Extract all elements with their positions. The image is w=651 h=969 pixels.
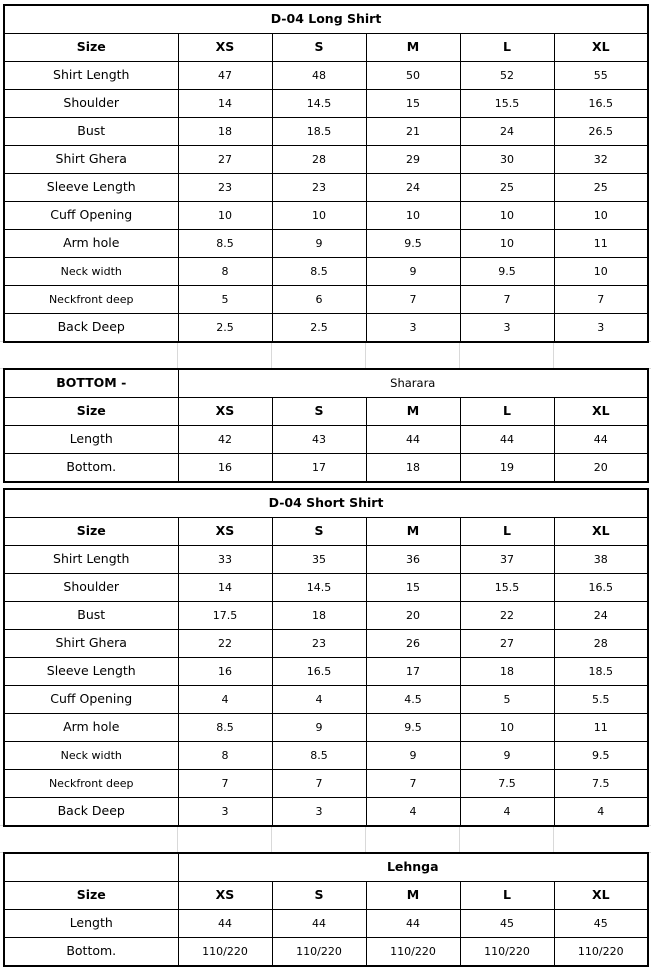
table-row [4, 202, 648, 230]
row-label: Bottom. [4, 454, 178, 483]
cell-value: 10 [554, 202, 648, 230]
cell-value: 9.5 [366, 714, 460, 742]
cell-value: 8.5 [272, 742, 366, 770]
cell-value: 37 [460, 546, 554, 574]
cell-value: 110/220 [366, 938, 460, 967]
cell-value: 4 [554, 798, 648, 827]
size-column-header: XL [554, 518, 648, 546]
row-label: Cuff Opening [4, 202, 178, 230]
table-row [4, 910, 648, 938]
size-header: Size [4, 398, 178, 426]
cell-value: 8.5 [272, 258, 366, 286]
cell-value: 10 [460, 202, 554, 230]
size-column-header: M [366, 882, 460, 910]
table-row [4, 658, 648, 686]
cell-value: 18.5 [554, 658, 648, 686]
cell-value: 110/220 [460, 938, 554, 967]
cell-value: 28 [272, 146, 366, 174]
table-row [4, 714, 648, 742]
size-column-header: XS [178, 398, 272, 426]
cell-value: 15 [366, 574, 460, 602]
row-label: Cuff Opening [4, 686, 178, 714]
size-column-header: S [272, 882, 366, 910]
table-row [4, 258, 648, 286]
row-label: Sleeve Length [4, 658, 178, 686]
row-label: Bust [4, 602, 178, 630]
cell-value: 36 [366, 546, 460, 574]
table-row [4, 426, 648, 454]
cell-value: 7.5 [460, 770, 554, 798]
cell-value: 17 [272, 454, 366, 483]
cell-value: 5.5 [554, 686, 648, 714]
cell-value: 20 [366, 602, 460, 630]
cell-value: 44 [272, 910, 366, 938]
row-label: Neck width [4, 742, 178, 770]
cell-value: 10 [460, 714, 554, 742]
cell-value: 9 [272, 714, 366, 742]
cell-value: 47 [178, 62, 272, 90]
size-column-header: L [460, 398, 554, 426]
cell-value: 17.5 [178, 602, 272, 630]
cell-value: 110/220 [272, 938, 366, 967]
row-label: Length [4, 910, 178, 938]
cell-value: 16.5 [554, 574, 648, 602]
row-label: Bust [4, 118, 178, 146]
table-row [4, 602, 648, 630]
cell-value: 110/220 [554, 938, 648, 967]
cell-value: 10 [178, 202, 272, 230]
cell-value: 27 [178, 146, 272, 174]
cell-value: 23 [272, 174, 366, 202]
table-row [4, 546, 648, 574]
cell-value: 9 [272, 230, 366, 258]
cell-value: 14.5 [272, 574, 366, 602]
cell-value: 18 [460, 658, 554, 686]
table-row [4, 90, 648, 118]
cell-value: 44 [366, 910, 460, 938]
cell-value: 14.5 [272, 90, 366, 118]
size-column-header: L [460, 882, 554, 910]
cell-value: 8 [178, 742, 272, 770]
cell-value: 16 [178, 658, 272, 686]
spacer-row [0, 825, 651, 853]
cell-value: 7 [366, 770, 460, 798]
cell-value: 18.5 [272, 118, 366, 146]
bottom-table [3, 368, 649, 483]
cell-value: 14 [178, 90, 272, 118]
cell-value: 48 [272, 62, 366, 90]
size-column-header: S [272, 34, 366, 62]
cell-value: 9 [366, 258, 460, 286]
cell-value: 8.5 [178, 714, 272, 742]
cell-value: 4 [460, 798, 554, 827]
size-column-header: S [272, 398, 366, 426]
size-column-header: XS [178, 882, 272, 910]
cell-value: 2.5 [178, 314, 272, 343]
cell-value: 52 [460, 62, 554, 90]
cell-value: 25 [554, 174, 648, 202]
row-label: Shirt Length [4, 546, 178, 574]
row-label: Back Deep [4, 798, 178, 827]
cell-value: 55 [554, 62, 648, 90]
size-column-header: XL [554, 398, 648, 426]
cell-value: 26.5 [554, 118, 648, 146]
row-label: Shirt Length [4, 62, 178, 90]
cell-value: 50 [366, 62, 460, 90]
cell-value: 17 [366, 658, 460, 686]
row-label: Shoulder [4, 90, 178, 118]
table-title: BOTTOM - [4, 369, 178, 398]
cell-value: 8.5 [178, 230, 272, 258]
table-row [4, 286, 648, 314]
row-label: Length [4, 426, 178, 454]
cell-value: 28 [554, 630, 648, 658]
cell-value: 43 [272, 426, 366, 454]
row-label: Neckfront deep [4, 770, 178, 798]
cell-value: 26 [366, 630, 460, 658]
cell-value: 27 [460, 630, 554, 658]
table-subtitle: Sharara [178, 369, 648, 398]
table-row [4, 454, 648, 483]
cell-value: 7.5 [554, 770, 648, 798]
row-label: Arm hole [4, 230, 178, 258]
table-row [4, 742, 648, 770]
cell-value: 6 [272, 286, 366, 314]
table-row [4, 62, 648, 90]
table-title: D-04 Short Shirt [4, 489, 648, 518]
cell-value: 5 [178, 286, 272, 314]
table-row [4, 630, 648, 658]
row-label: Arm hole [4, 714, 178, 742]
cell-value: 20 [554, 454, 648, 483]
table-title: D-04 Long Shirt [4, 5, 648, 34]
lehnga-table [3, 852, 649, 967]
table-row [4, 174, 648, 202]
size-header-row [4, 34, 648, 62]
row-label: Neckfront deep [4, 286, 178, 314]
cell-value: 22 [460, 602, 554, 630]
table-row [4, 798, 648, 827]
cell-value: 42 [178, 426, 272, 454]
empty-cell [4, 853, 178, 882]
spacer-row [0, 341, 651, 369]
cell-value: 19 [460, 454, 554, 483]
size-column-header: M [366, 518, 460, 546]
cell-value: 18 [272, 602, 366, 630]
cell-value: 16.5 [272, 658, 366, 686]
cell-value: 10 [272, 202, 366, 230]
cell-value: 5 [460, 686, 554, 714]
cell-value: 9 [366, 742, 460, 770]
size-column-header: S [272, 518, 366, 546]
cell-value: 45 [460, 910, 554, 938]
cell-value: 18 [178, 118, 272, 146]
cell-value: 8 [178, 258, 272, 286]
cell-value: 7 [178, 770, 272, 798]
table-title-row [4, 489, 648, 518]
cell-value: 23 [272, 630, 366, 658]
cell-value: 35 [272, 546, 366, 574]
cell-value: 21 [366, 118, 460, 146]
size-header-row [4, 518, 648, 546]
long-shirt-table [3, 4, 649, 343]
cell-value: 44 [178, 910, 272, 938]
cell-value: 9.5 [366, 230, 460, 258]
cell-value: 3 [460, 314, 554, 343]
cell-value: 11 [554, 230, 648, 258]
cell-value: 10 [460, 230, 554, 258]
cell-value: 3 [272, 798, 366, 827]
size-header: Size [4, 34, 178, 62]
cell-value: 2.5 [272, 314, 366, 343]
row-label: Shirt Ghera [4, 630, 178, 658]
size-header-row [4, 882, 648, 910]
cell-value: 4 [272, 686, 366, 714]
row-label: Bottom. [4, 938, 178, 967]
cell-value: 44 [554, 426, 648, 454]
cell-value: 16.5 [554, 90, 648, 118]
cell-value: 23 [178, 174, 272, 202]
size-header: Size [4, 882, 178, 910]
cell-value: 24 [460, 118, 554, 146]
table-row [4, 686, 648, 714]
cell-value: 10 [366, 202, 460, 230]
cell-value: 4 [178, 686, 272, 714]
row-label: Back Deep [4, 314, 178, 343]
size-column-header: L [460, 34, 554, 62]
table-row [4, 230, 648, 258]
cell-value: 22 [178, 630, 272, 658]
size-column-header: M [366, 34, 460, 62]
cell-value: 16 [178, 454, 272, 483]
cell-value: 29 [366, 146, 460, 174]
size-column-header: M [366, 398, 460, 426]
table-title-row [4, 853, 648, 882]
cell-value: 3 [554, 314, 648, 343]
cell-value: 7 [460, 286, 554, 314]
row-label: Sleeve Length [4, 174, 178, 202]
cell-value: 15.5 [460, 90, 554, 118]
cell-value: 38 [554, 546, 648, 574]
cell-value: 30 [460, 146, 554, 174]
table-title-row [4, 5, 648, 34]
cell-value: 11 [554, 714, 648, 742]
table-row [4, 314, 648, 343]
cell-value: 9.5 [554, 742, 648, 770]
cell-value: 44 [366, 426, 460, 454]
cell-value: 9.5 [460, 258, 554, 286]
table-title-row [4, 369, 648, 398]
cell-value: 18 [366, 454, 460, 483]
size-column-header: XS [178, 518, 272, 546]
cell-value: 15.5 [460, 574, 554, 602]
size-column-header: L [460, 518, 554, 546]
cell-value: 15 [366, 90, 460, 118]
cell-value: 24 [366, 174, 460, 202]
table-row [4, 146, 648, 174]
row-label: Shirt Ghera [4, 146, 178, 174]
cell-value: 45 [554, 910, 648, 938]
cell-value: 9 [460, 742, 554, 770]
cell-value: 24 [554, 602, 648, 630]
size-header: Size [4, 518, 178, 546]
size-column-header: XL [554, 882, 648, 910]
table-row [4, 574, 648, 602]
cell-value: 3 [366, 314, 460, 343]
table-row [4, 938, 648, 967]
cell-value: 4 [366, 798, 460, 827]
table-row [4, 770, 648, 798]
cell-value: 32 [554, 146, 648, 174]
cell-value: 10 [554, 258, 648, 286]
cell-value: 7 [272, 770, 366, 798]
cell-value: 110/220 [178, 938, 272, 967]
cell-value: 7 [366, 286, 460, 314]
size-column-header: XS [178, 34, 272, 62]
size-header-row [4, 398, 648, 426]
size-column-header: XL [554, 34, 648, 62]
cell-value: 44 [460, 426, 554, 454]
cell-value: 25 [460, 174, 554, 202]
cell-value: 7 [554, 286, 648, 314]
cell-value: 4.5 [366, 686, 460, 714]
cell-value: 33 [178, 546, 272, 574]
cell-value: 14 [178, 574, 272, 602]
table-title: Lehnga [178, 853, 648, 882]
row-label: Shoulder [4, 574, 178, 602]
short-shirt-table [3, 488, 649, 827]
table-row [4, 118, 648, 146]
cell-value: 3 [178, 798, 272, 827]
row-label: Neck width [4, 258, 178, 286]
